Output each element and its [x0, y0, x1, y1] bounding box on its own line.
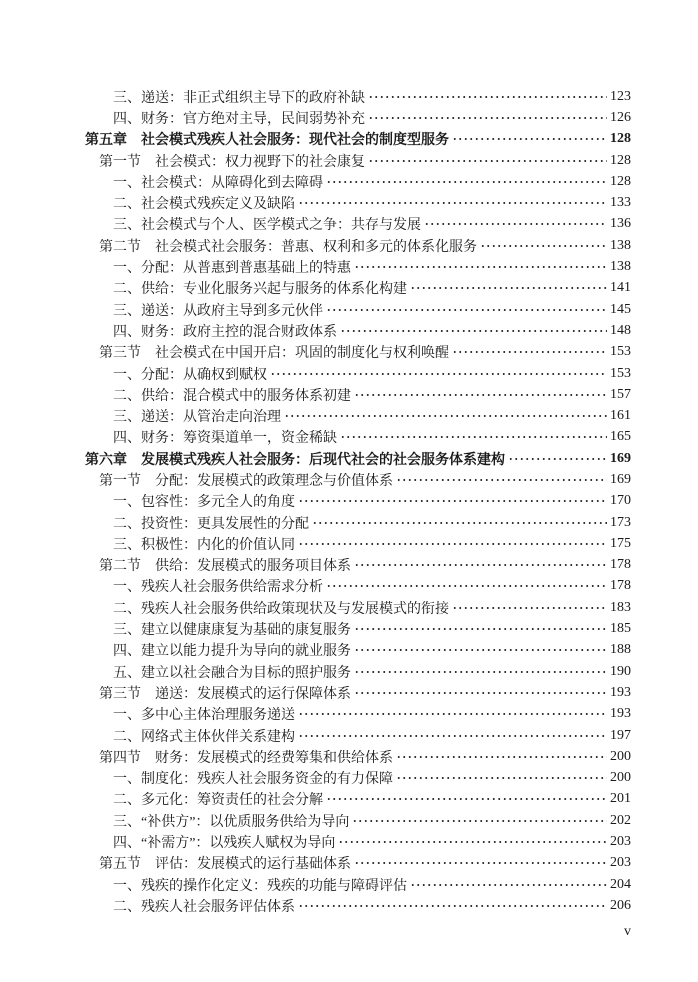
toc-entry [85, 512, 631, 533]
toc-entry [85, 597, 631, 618]
toc-entry-title: 二、供给：专业化服务兴起与服务的体系化构建 [113, 282, 407, 298]
toc-entry-title: 二、残疾人社会服务供给政策现状及与发展模式的衔接 [113, 601, 449, 617]
dot-leader [424, 217, 607, 231]
toc-entry-page: 141 [610, 280, 631, 296]
toc-entry-page: 188 [610, 642, 631, 658]
toc-entry [85, 384, 631, 405]
toc-entry [85, 810, 631, 831]
toc-entry-title: 四、建立以能力提升为导向的就业服务 [113, 644, 351, 660]
toc-entry-title: 四、财务：政府主控的混合财政体系 [113, 324, 337, 340]
toc-entry-title: 四、“补需方”：以残疾人赋权为导向 [113, 836, 336, 852]
toc-entry-title: 三、“补供方”：以优质服务供给为导向 [113, 814, 350, 830]
dot-leader [368, 111, 607, 125]
toc-entry [85, 448, 631, 469]
dot-leader [480, 239, 607, 253]
toc-entry [85, 789, 631, 810]
toc-entry-title: 一、社会模式：从障碍化到去障碍 [113, 175, 323, 191]
dot-leader [368, 90, 607, 104]
dot-leader [284, 409, 607, 423]
toc-entry-page: 169 [610, 471, 631, 487]
dot-leader [452, 345, 607, 359]
toc-entry-title: 二、网络式主体伙伴关系建构 [113, 729, 295, 745]
toc-entry-title: 第三节 递送：发展模式的运行保障体系 [99, 686, 351, 702]
toc-entry-page: 169 [610, 450, 631, 466]
toc-entry [85, 299, 631, 320]
toc-entry [85, 853, 631, 874]
toc-entry [85, 214, 631, 235]
toc-entry-title: 三、积极性：内化的价值认同 [113, 537, 295, 553]
toc-entry [85, 363, 631, 384]
toc-entry-title: 第五章 社会模式残疾人社会服务：现代社会的制度型服务 [85, 133, 449, 149]
toc-entry-title: 二、供给：混合模式中的服务体系初建 [113, 388, 351, 404]
toc-entry [85, 235, 631, 256]
toc-entry [85, 831, 631, 852]
dot-leader [396, 473, 607, 487]
page-footer [85, 921, 631, 942]
toc-entry-page: 138 [610, 259, 631, 275]
toc-entry-page: 204 [610, 876, 631, 892]
toc-entry-page: 175 [610, 535, 631, 551]
dot-leader [326, 303, 607, 317]
dot-leader [354, 856, 607, 870]
dot-leader [298, 707, 607, 721]
toc-entry [85, 576, 631, 597]
dot-leader [326, 579, 607, 593]
toc-entry-page: 136 [610, 216, 631, 232]
toc-entry-title: 二、社会模式残疾定义及缺陷 [113, 197, 295, 213]
dot-leader [452, 132, 607, 146]
dot-leader [312, 516, 607, 530]
toc-entry-title: 三、递送：从政府主导到多元伙伴 [113, 303, 323, 319]
toc-entry [85, 278, 631, 299]
toc-entry-title: 四、财务：筹资渠道单一，资金稀缺 [113, 431, 337, 447]
toc-entry [85, 618, 631, 639]
toc-entry-page: 193 [610, 684, 631, 700]
toc-entry-title: 第二节 社会模式社会服务：普惠、权利和多元的体系化服务 [99, 239, 477, 255]
dot-leader [354, 643, 607, 657]
toc-entry [85, 427, 631, 448]
toc-entry [85, 682, 631, 703]
toc-entry-page: 123 [610, 88, 631, 104]
toc-entry-title: 一、分配：从确权到赋权 [113, 367, 267, 383]
toc-entry-page: 197 [610, 727, 631, 743]
toc-entry-page: 157 [610, 386, 631, 402]
toc-entry-title: 一、残疾人社会服务供给需求分析 [113, 580, 323, 596]
dot-leader [340, 430, 607, 444]
toc-entry [85, 640, 631, 661]
toc-entry [85, 256, 631, 277]
dot-leader [354, 260, 607, 274]
dot-leader [326, 175, 607, 189]
toc-entry-title: 一、包容性：多元全人的角度 [113, 495, 295, 511]
toc-entry-title: 第四节 财务：发展模式的经费筹集和供给体系 [99, 750, 393, 766]
toc-entry [85, 725, 631, 746]
dot-leader [298, 899, 607, 913]
dot-leader [410, 878, 607, 892]
dot-leader [354, 686, 607, 700]
dot-leader [410, 281, 607, 295]
toc-entry-title: 二、投资性：更具发展性的分配 [113, 516, 309, 532]
toc-entry [85, 533, 631, 554]
toc-entry-title: 一、制度化：残疾人社会服务资金的有力保障 [113, 772, 393, 788]
toc-entry [85, 150, 631, 171]
toc-entry-page: 185 [610, 621, 631, 637]
toc-entry-page: 128 [610, 152, 631, 168]
toc-entry-page: 190 [610, 663, 631, 679]
toc-entry [85, 320, 631, 341]
dot-leader [354, 558, 607, 572]
toc-entry-page: 128 [610, 173, 631, 189]
toc-entry-title: 三、递送：从管治走向治理 [113, 410, 281, 426]
toc-entry-page: 178 [610, 557, 631, 573]
dot-leader [298, 196, 607, 210]
dot-leader [326, 792, 607, 806]
toc-entry [85, 704, 631, 725]
dot-leader [396, 771, 607, 785]
toc-entry [85, 107, 631, 128]
toc-entry [85, 768, 631, 789]
toc-entry-page: 201 [610, 791, 631, 807]
dot-leader [270, 367, 607, 381]
toc-entry [85, 171, 631, 192]
toc-list [85, 86, 631, 917]
toc-entry-title: 第二节 供给：发展模式的服务项目体系 [99, 559, 351, 575]
toc-entry [85, 491, 631, 512]
toc-entry-page: 161 [610, 408, 631, 424]
toc-entry-title: 二、残疾人社会服务评估体系 [113, 899, 295, 915]
toc-entry-page: 200 [610, 748, 631, 764]
toc-entry-page: 126 [610, 109, 631, 125]
toc-entry-page: 145 [610, 301, 631, 317]
dot-leader [396, 750, 607, 764]
toc-entry-title: 第三节 社会模式在中国开启：巩固的制度化与权利唤醒 [99, 346, 449, 362]
toc-entry-page: 200 [610, 770, 631, 786]
dot-leader [354, 388, 607, 402]
toc-entry [85, 746, 631, 767]
dot-leader [354, 665, 607, 679]
toc-entry-title: 一、多中心主体治理服务递送 [113, 708, 295, 724]
toc-entry-title: 三、社会模式与个人、医学模式之争：共存与发展 [113, 218, 421, 234]
toc-entry-title: 一、分配：从普惠到普惠基础上的特惠 [113, 261, 351, 277]
dot-leader [298, 537, 607, 551]
toc-entry-title: 第六章 发展模式残疾人社会服务：后现代社会的社会服务体系建构 [85, 452, 505, 468]
dot-leader [298, 494, 607, 508]
toc-entry [85, 129, 631, 150]
toc-entry-page: 138 [610, 237, 631, 253]
dot-leader [354, 622, 607, 636]
dot-leader [338, 835, 607, 849]
toc-entry [85, 874, 631, 895]
footer-page-number: v [624, 924, 631, 939]
toc-entry-page: 170 [610, 493, 631, 509]
toc-entry [85, 555, 631, 576]
toc-entry-title: 二、多元化：筹资责任的社会分解 [113, 793, 323, 809]
toc-entry [85, 895, 631, 916]
toc-entry-page: 148 [610, 322, 631, 338]
toc-entry-page: 153 [610, 365, 631, 381]
dot-leader [352, 814, 607, 828]
toc-entry-title: 一、残疾的操作化定义：残疾的功能与障碍评估 [113, 878, 407, 894]
toc-entry-page: 206 [610, 897, 631, 913]
toc-entry-title: 第一节 社会模式：权力视野下的社会康复 [99, 154, 365, 170]
toc-entry-page: 173 [610, 514, 631, 530]
toc-entry-page: 133 [610, 195, 631, 211]
toc-entry-page: 193 [610, 706, 631, 722]
toc-entry [85, 405, 631, 426]
toc-entry-title: 五、建立以社会融合为目标的照护服务 [113, 665, 351, 681]
dot-leader [368, 154, 607, 168]
toc-entry [85, 661, 631, 682]
toc-entry-page: 183 [610, 599, 631, 615]
toc-entry [85, 86, 631, 107]
toc-entry-page: 128 [610, 131, 631, 147]
toc-entry [85, 192, 631, 213]
toc-entry-page: 202 [610, 812, 631, 828]
toc-entry-page: 153 [610, 344, 631, 360]
toc-entry [85, 469, 631, 490]
toc-entry-page: 203 [610, 855, 631, 871]
dot-leader [298, 729, 607, 743]
dot-leader [508, 452, 607, 466]
toc-entry-page: 178 [610, 578, 631, 594]
toc-entry-title: 第一节 分配：发展模式的政策理念与价值体系 [99, 473, 393, 489]
dot-leader [340, 324, 607, 338]
toc-entry-title: 三、递送：非正式组织主导下的政府补缺 [113, 90, 365, 106]
toc-entry-page: 165 [610, 429, 631, 445]
toc-entry-title: 第五节 评估：发展模式的运行基础体系 [99, 857, 351, 873]
toc-entry-title: 三、建立以健康康复为基础的康复服务 [113, 623, 351, 639]
toc-entry [85, 342, 631, 363]
toc-entry-page: 203 [610, 834, 631, 850]
toc-entry-title: 四、财务：官方绝对主导，民间弱势补充 [113, 111, 365, 127]
dot-leader [452, 601, 607, 615]
